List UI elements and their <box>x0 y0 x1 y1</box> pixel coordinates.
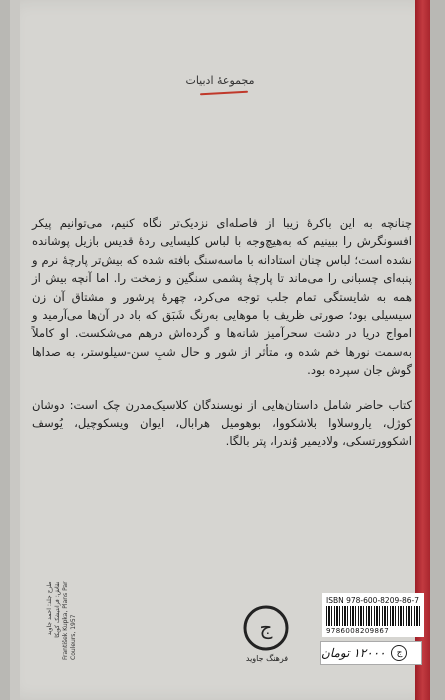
publisher-name: فرهنگ جاوید <box>245 654 289 663</box>
back-cover <box>10 0 430 700</box>
price-sticker <box>320 641 422 665</box>
logo-letter: ج <box>259 615 273 639</box>
painting-credit-fa: نقاش: فرانتیشک کوپکا <box>54 581 61 638</box>
publisher-mini-logo-icon: ج <box>391 645 407 661</box>
publisher-logo-icon <box>242 604 290 652</box>
cover-left-edge <box>10 0 20 700</box>
blurb <box>32 214 412 451</box>
blurb-paragraph-2: کتاب حاضر شامل داستان‌هایی از نویسندگان کلاسیک‌مدرن چک است: دوشان کوژل، یاروسلاوا بلاشکووا، بوهومیل هرابال، ایوان ویسکوچیل، یُوسف اشکوورتسکی، ولادیمیر وُندرا، پتر بالگا. <box>32 397 412 449</box>
painting-credit-en-1: František Kupka, Plans Par <box>62 581 69 660</box>
designer-credit: طرح جلد: احمد جاوید <box>46 581 53 636</box>
series-label: مجموعهٔ ادبیات <box>185 74 255 87</box>
isbn-text: ISBN 978-600-8209-86-7 <box>326 596 419 605</box>
painting-credit-en-2: Couleurs, 1957 <box>70 614 77 660</box>
series-underline <box>200 91 248 96</box>
barcode-bars <box>326 606 420 626</box>
price-text: ۱۲۰۰۰ تومان <box>321 646 386 660</box>
barcode-number: 9786008209867 <box>326 627 390 635</box>
barcode <box>322 593 424 637</box>
blurb-paragraph-1: چنانچه به این باکرهٔ زیبا از فاصله‌ای نزدیک‌تر نگاه کنیم، می‌توانیم پیکر افسونگرش را ببینیم که به‌هیچ‌وجه با لباس کلیسایی ردهٔ قدیس بازیل پوشانده نشده است؛ لباس چنان استادانه با ماسه‌سنگ بافته شده که بیش‌تر پارچهٔ نرم و پنبه‌ای چسبانی را می‌ماند تا پارچهٔ پشمی سنگین و زمخت را. اما آنچه بیش از همه به شایستگی تمام جلب توجه می‌کرد، چهرهٔ پرشور و مشتاق آن زن سیسیلی بود؛ صورتی ظریف با موهایی به‌رنگ شَبَق که باد در آن‌ها می‌آرمید و امواج دریا در دشت سحرآمیز شانه‌ها و گرده‌اش درهم می‌شکست. او کاملاً به‌سمت نورها خم شده و، متأثر از شور و حال شبِ سن‌-سیلوستر، به صداها گوش جان سپرده بود. <box>32 216 412 378</box>
